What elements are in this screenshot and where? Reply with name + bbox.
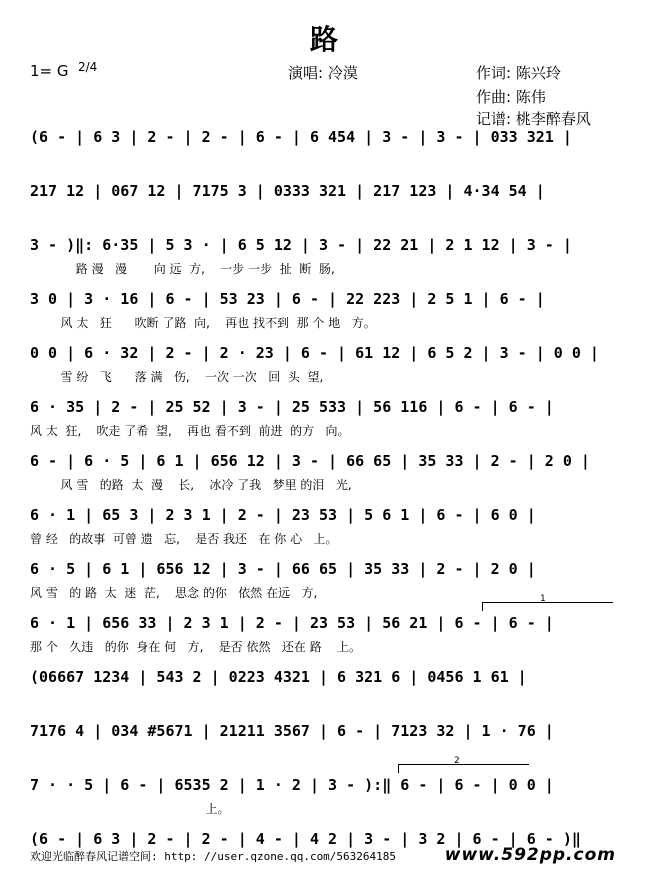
score-row-1 (30, 118, 620, 172)
notation-line: (06667 1234 | 543 2 | 0223 4321 | 6 321 6 | 0456 1 61 | (30, 668, 527, 686)
song-title: 路 (309, 23, 340, 56)
singer-credit: 演唱: 冷漠 (288, 64, 358, 82)
score-row-6 (30, 388, 620, 442)
score-row-8 (30, 496, 620, 550)
key-signature: 1= G (30, 62, 69, 80)
score-sheet (30, 118, 620, 874)
volta-1-bracket (482, 602, 613, 611)
score-row-7 (30, 442, 620, 496)
notation-line: 3 0 | 3 · 16 | 6 - | 53 23 | 6 - | 22 223 | 2 5 1 | 6 - | (30, 290, 545, 308)
score-row-12 (30, 712, 620, 766)
score-row-2 (30, 172, 620, 226)
score-row-9 (30, 550, 620, 604)
volta-2-label: 2 (454, 756, 460, 766)
lyric-line: 路 漫 漫 向 远 方, 一步 一步 扯 断 肠, (30, 262, 335, 276)
notation-line: 6 · 1 | 656 33 | 2 3 1 | 2 - | 23 53 | 56 21 | 6 - | 6 - | (30, 614, 554, 632)
score-row-3 (30, 226, 620, 280)
lyric-line: 风 太 狂 吹断 了路 向, 再也 找不到 那 个 地 方。 (30, 316, 376, 330)
lyric-line: 上。 (30, 802, 230, 816)
footer-text: 欢迎光临醉春风记谱空间: http: //user.qzone.qq.com/563264185 (30, 850, 397, 863)
transcriber-credit: 记谱: 桃李醉春风 (476, 110, 591, 128)
time-signature: 2/4 (78, 60, 98, 74)
score-row-5 (30, 334, 620, 388)
score-row-4 (30, 280, 620, 334)
notation-line: 6 · 35 | 2 - | 25 52 | 3 - | 25 533 | 56 116 | 6 - | 6 - | (30, 398, 554, 416)
notation-line: 3 - )‖: 6·35 | 5 3 · | 6 5 12 | 3 - | 22 21 | 2 1 12 | 3 - | (30, 236, 572, 254)
notation-line: 6 · 5 | 6 1 | 656 12 | 3 - | 66 65 | 35 33 | 2 - | 2 0 | (30, 560, 536, 578)
lyric-line: 曾 经 的故事 可曾 遗 忘, 是否 我还 在 你 心 上。 (30, 532, 338, 546)
lyric-line: 风 雪 的 路 太 迷 茫, 思念 的你 依然 在远 方, (30, 586, 318, 600)
notation-line: 217 12 | 067 12 | 7175 3 | 0333 321 | 217 123 | 4·34 54 | (30, 182, 545, 200)
site-logo: www.592pp.com (444, 845, 616, 865)
lyric-line: 风 太 狂, 吹走 了希 望, 再也 看不到 前进 的方 向。 (30, 424, 350, 438)
notation-line: 6 - | 6 · 5 | 6 1 | 656 12 | 3 - | 66 65 | 35 33 | 2 - | 2 0 | (30, 452, 590, 470)
lyricist-credit: 作词: 陈兴玲 (476, 64, 561, 82)
notation-line: 6 · 1 | 65 3 | 2 3 1 | 2 - | 23 53 | 5 6 1 | 6 - | 6 0 | (30, 506, 536, 524)
notation-line: 0 0 | 6 · 32 | 2 - | 2 · 23 | 6 - | 61 12 | 6 5 2 | 3 - | 0 0 | (30, 344, 599, 362)
score-row-10 (30, 594, 620, 658)
notation-line: (6 - | 6 3 | 2 - | 2 - | 6 - | 6 454 | 3 - | 3 - | 033 321 | (30, 128, 572, 146)
lyric-line: 风 雪 的路 太 漫 长, 冰冷 了我 梦里 的泪 光, (30, 478, 352, 492)
lyric-line: 那 个 久违 的你 身在 何 方, 是否 依然 还在 路 上。 (30, 640, 361, 654)
composer-credit: 作曲: 陈伟 (476, 88, 546, 106)
notation-line: (6 - | 6 3 | 2 - | 2 - | 4 - | 4 2 | 3 - | 3 2 | 6 - | 6 - )‖ (30, 830, 581, 848)
volta-2-bracket (398, 764, 529, 773)
score-row-11 (30, 658, 620, 712)
score-row-13 (30, 756, 620, 820)
notation-line: 7176 4 | 034 #5671 | 21211 3567 | 6 - | 7123 32 | 1 · 76 | (30, 722, 554, 740)
notation-line: 7 · · 5 | 6 - | 6535 2 | 1 · 2 | 3 - ):‖ 6 - | 6 - | 0 0 | (30, 776, 554, 794)
volta-1-label: 1 (540, 594, 546, 604)
lyric-line: 雪 纷 飞 落 满 伤, 一次 一次 回 头 望, (30, 370, 324, 384)
